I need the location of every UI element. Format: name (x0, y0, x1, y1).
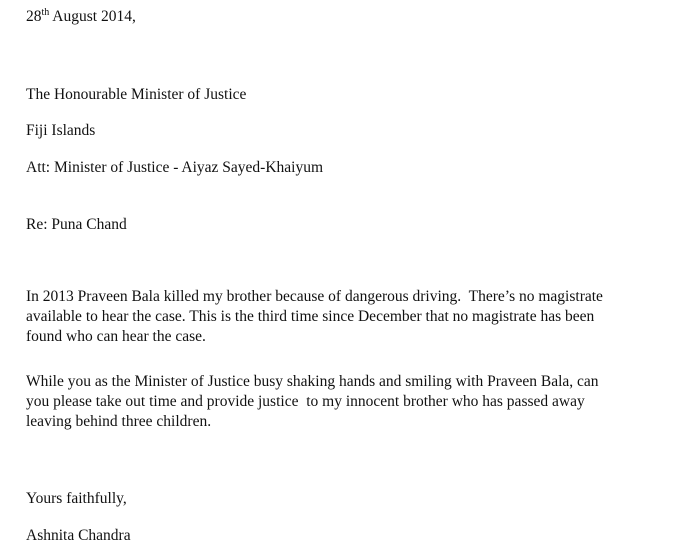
date-day-suffix: th (41, 7, 50, 18)
subject-line: Re: Puna Chand (26, 216, 127, 233)
paragraph-2-line-1: While you as the Minister of Justice busy shaking hands and smiling with Praveen Bala, can (26, 373, 599, 390)
date-day: 28 (26, 8, 42, 25)
recipient-line-2: Fiji Islands (26, 122, 96, 139)
paragraph-1-line-2: available to hear the case. This is the third time since December that no magistrate has been (26, 308, 595, 325)
letter-date (26, 7, 136, 27)
body-paragraph-1 (26, 287, 676, 347)
paragraph-1-line-1: In 2013 Praveen Bala killed my brother because of dangerous driving. There’s no magistrate (26, 288, 603, 305)
signature-name: Ashnita Chandra (26, 527, 131, 544)
attention-line: Att: Minister of Justice - Aiyaz Sayed-Khaiyum (26, 159, 324, 176)
paragraph-2-line-3: leaving behind three children. (26, 413, 212, 430)
recipient-line-1: The Honourable Minister of Justice (26, 86, 247, 103)
body-paragraph-2 (26, 372, 676, 432)
closing-line: Yours faithfully, (26, 490, 127, 507)
paragraph-1-line-3: found who can hear the case. (26, 328, 206, 345)
paragraph-2-line-2: you please take out time and provide justice to my innocent brother who has passed away (26, 393, 585, 410)
date-month-year: August 2014, (49, 8, 136, 25)
